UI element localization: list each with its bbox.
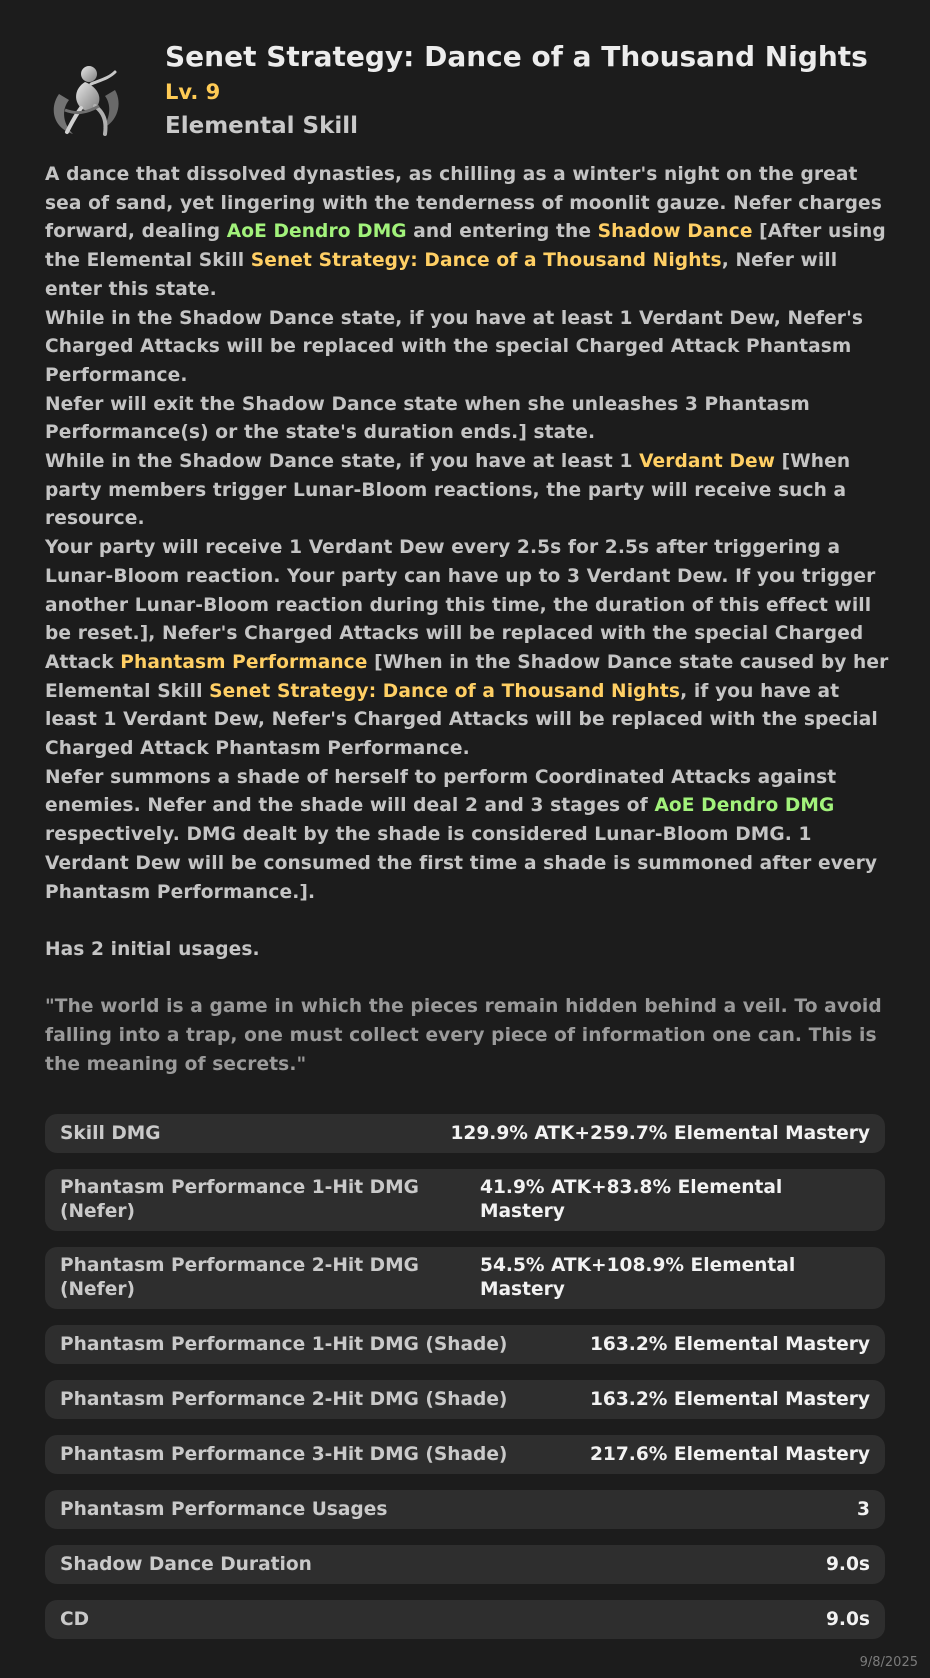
- stat-name: Skill DMG: [60, 1123, 161, 1144]
- stat-value: 54.5% ATK+108.9% Elemental Mastery: [480, 1255, 796, 1300]
- stat-row-2hit-nefer: [45, 1247, 885, 1309]
- stat-name: Phantasm Performance 1-Hit DMG (Shade): [60, 1334, 508, 1355]
- description-text: [When party members trigger Lunar-Bloom reactions, the party will receive such a resource.: [45, 451, 851, 530]
- verdant-dew-link: Verdant Dew: [639, 451, 775, 473]
- stat-value: 3: [857, 1499, 870, 1520]
- description-text: , Nefer will enter this state.: [45, 250, 838, 300]
- stat-value: 41.9% ATK+83.8% Elemental Mastery: [480, 1177, 783, 1222]
- stat-row-1hit-nefer: [45, 1169, 885, 1231]
- dendro-dmg-highlight: AoE Dendro DMG: [654, 795, 835, 817]
- stat-name: Phantasm Performance 1-Hit DMG (Nefer): [60, 1177, 419, 1222]
- stat-value: 9.0s: [825, 1609, 870, 1630]
- nefer-dancer-icon: [45, 50, 127, 142]
- stat-row-2hit-shade: [45, 1380, 885, 1419]
- stat-name: Phantasm Performance 3-Hit DMG (Shade): [60, 1444, 508, 1465]
- description-paragraph: [45, 534, 891, 764]
- stat-name: Shadow Dance Duration: [60, 1554, 312, 1575]
- spacer: [45, 965, 891, 994]
- description-paragraph: [45, 161, 891, 305]
- description-text: [When in the Shadow Dance state caused by her Elemental Skill: [45, 651, 889, 702]
- stat-row-3hit-shade: [45, 1435, 885, 1474]
- description-text: respectively. DMG dealt by the shade is considered Lunar-Bloom DMG. 1 Verdant Dew will be consumed the first time a shade is summoned after every Phantasm Performance.].: [45, 824, 878, 903]
- stat-row-cd: [45, 1600, 885, 1639]
- skill-name-link: Senet Strategy: Dance of a Thousand Nights: [209, 680, 681, 702]
- skill-description: [45, 161, 891, 1079]
- stat-row-duration: [45, 1545, 885, 1584]
- description-paragraph: [45, 764, 891, 908]
- stat-row-skill-dmg: [45, 1114, 885, 1153]
- stat-value: 163.2% Elemental Mastery: [589, 1389, 870, 1410]
- usages-text: Has 2 initial usages.: [45, 938, 260, 960]
- description-text: and entering the: [406, 221, 598, 243]
- dendro-dmg-highlight: AoE Dendro DMG: [226, 221, 407, 243]
- stat-name: Phantasm Performance 2-Hit DMG (Shade): [60, 1389, 508, 1410]
- skill-type: Elemental Skill: [165, 113, 359, 139]
- stat-value: 163.2% Elemental Mastery: [589, 1334, 870, 1355]
- description-text: Nefer summons a shade of herself to perform Coordinated Attacks against enemies. Nefer and the shade will deal 2 and 3 stages of: [45, 766, 837, 817]
- skill-title: [165, 40, 885, 109]
- skill-name-link: Senet Strategy: Dance of a Thousand Nights: [250, 250, 722, 272]
- spacer: [45, 907, 891, 936]
- title-block: [165, 40, 885, 141]
- stat-name: Phantasm Performance Usages: [60, 1499, 388, 1520]
- stat-name: Phantasm Performance 2-Hit DMG (Nefer): [60, 1255, 419, 1300]
- stat-row-usages: [45, 1490, 885, 1529]
- description-paragraph: While in the Shadow Dance state, if you have at least 1 Verdant Dew, Nefer's Charged Attacks will be replaced with the special Charged Attack Phantasm Performance.: [45, 307, 864, 386]
- stat-value: 9.0s: [825, 1554, 870, 1575]
- description-text: [After using the Elemental Skill: [45, 221, 886, 272]
- stat-value: 129.9% ATK+259.7% Elemental Mastery: [450, 1123, 870, 1144]
- stat-row-1hit-shade: [45, 1325, 885, 1364]
- phantasm-performance-link: Phantasm Performance: [120, 651, 368, 673]
- description-text: Your party will receive 1 Verdant Dew every 2.5s for 2.5s after triggering a Lunar-Bloom reaction. Your party can have up to 3 Verdant Dew. If you trigger another Lunar-Bloom reaction during this time, the duration of this effect will be reset.], Nefer's Charged Attacks will be replaced with the special Charged Attack: [45, 537, 876, 673]
- description-text: While in the Shadow Dance state, if you have at least 1: [45, 451, 640, 473]
- date-stamp: 9/8/2025: [859, 1655, 918, 1670]
- skill-level: Lv. 9: [165, 80, 221, 104]
- description-paragraph: Nefer will exit the Shadow Dance state when she unleashes 3 Phantasm Performance(s) or the state's duration ends.] state.: [45, 393, 810, 444]
- stats-table: [45, 1114, 885, 1655]
- description-text: , if you have at least 1 Verdant Dew, Nefer's Charged Attacks will be replaced with the special Charged Attack Phantasm Performance.: [45, 680, 878, 760]
- skill-title-text: Senet Strategy: Dance of a Thousand Nights: [165, 40, 868, 73]
- description-text: A dance that dissolved dynasties, as chilling as a winter's night on the great sea of sand, yet lingering with the tenderness of moonlit gauze. Nefer charges forward, dealing: [45, 164, 882, 243]
- description-paragraph: [45, 448, 891, 534]
- stat-name: CD: [60, 1609, 90, 1630]
- flavor-quote: "The world is a game in which the pieces remain hidden behind a veil. To avoid falling into a trap, one must collect every piece of information one can. This is the meaning of secrets.": [45, 996, 882, 1075]
- stat-value: 217.6% Elemental Mastery: [589, 1444, 870, 1465]
- shadow-dance-link: Shadow Dance: [597, 221, 753, 243]
